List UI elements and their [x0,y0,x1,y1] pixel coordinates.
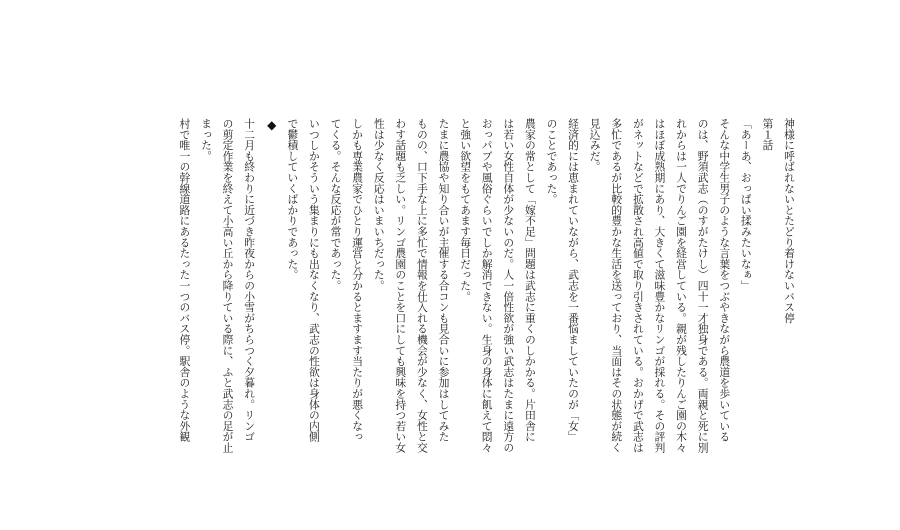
episode-heading: 第１話 [761,118,775,151]
vertical-text-body [100,118,800,458]
text-line: と強い欲望をもてあます毎日だった。 [459,118,473,302]
text-line: 農家の常として「嫁不足」問題は武志に重くのしかかる。片田舎に [523,118,537,442]
section-marker-diamond: ◆ [264,118,279,132]
text-line: のは、野須武志（のすがたけし）四十一才独身である。両親と死に別 [696,118,710,453]
text-line: たまに農協や知り合いが主催する合コンも見合いに参加はしてみた [437,118,451,442]
text-line: しかも専業農家でひとり運営と分かるとますます当たりが悪くなっ [351,118,365,442]
text-line: 村で唯一の幹線道路にあるたった一つのバス停。駅舎のような外観 [178,118,192,442]
novel-title: 神様に呼ばれないとたどり着けないバス停 [783,118,796,324]
text-line: れからは一人でりんご園を経営している。親が残したりんご園の木々 [675,118,689,453]
text-line: の剪定作業を終えて小高い丘から降りている際に、ふと武志の足が止 [221,118,235,453]
text-line: で鬱積していくばかりであった。 [286,118,300,280]
text-line: わす話題も乏しい。リンゴ農園のことを口にしても興味を持つ若い女 [394,118,408,453]
text-line: ものの、口下手な上に多忙で情報を仕入れる機会が少なく、女性と交 [415,118,429,453]
text-line: まった。 [199,118,213,162]
text-line: そんな中学生男子のような言葉をつぶやきながら農道を歩いている [718,118,732,442]
text-line: はほぼ成熟期にあり、大きくて滋味豊かなリンゴが採れる。その評判 [653,118,667,453]
text-line: 多忙であるが比較的豊かな生活を送っており、当面はその状態が続く [610,118,624,453]
text-line: てくる。そんな反応が常であった。 [329,118,343,291]
text-line: がネットなどで拡散され高値で取り引きされている。おかげで武志は [631,118,645,453]
text-line: 性は少なく反応はいまいちだった。 [372,118,386,291]
text-line: 十二月も終わりに近づき昨夜からの小雪がちらつく夕暮れ。リンゴ [243,118,257,442]
text-line: 「あーあ、おっぱい揉みたいなぁ」 [739,118,753,291]
text-line: おっパブや風俗ぐらいでしか解消できない。生身の身体に飢えて悶々 [480,118,494,453]
text-line: のことであった。 [545,118,559,205]
text-line: 見込みだ。 [588,118,602,172]
text-line: いつしかそういう集まりにも出なくなり、武志の性欲は身体の内側 [307,118,321,442]
text-line: は若い女性自体が少ないのだ。人一倍性欲が強い武志はたまに遠方の [502,118,516,453]
text-line: 経済的には恵まれていながら、武志を一番悩ましていたのが「女」 [567,118,581,442]
